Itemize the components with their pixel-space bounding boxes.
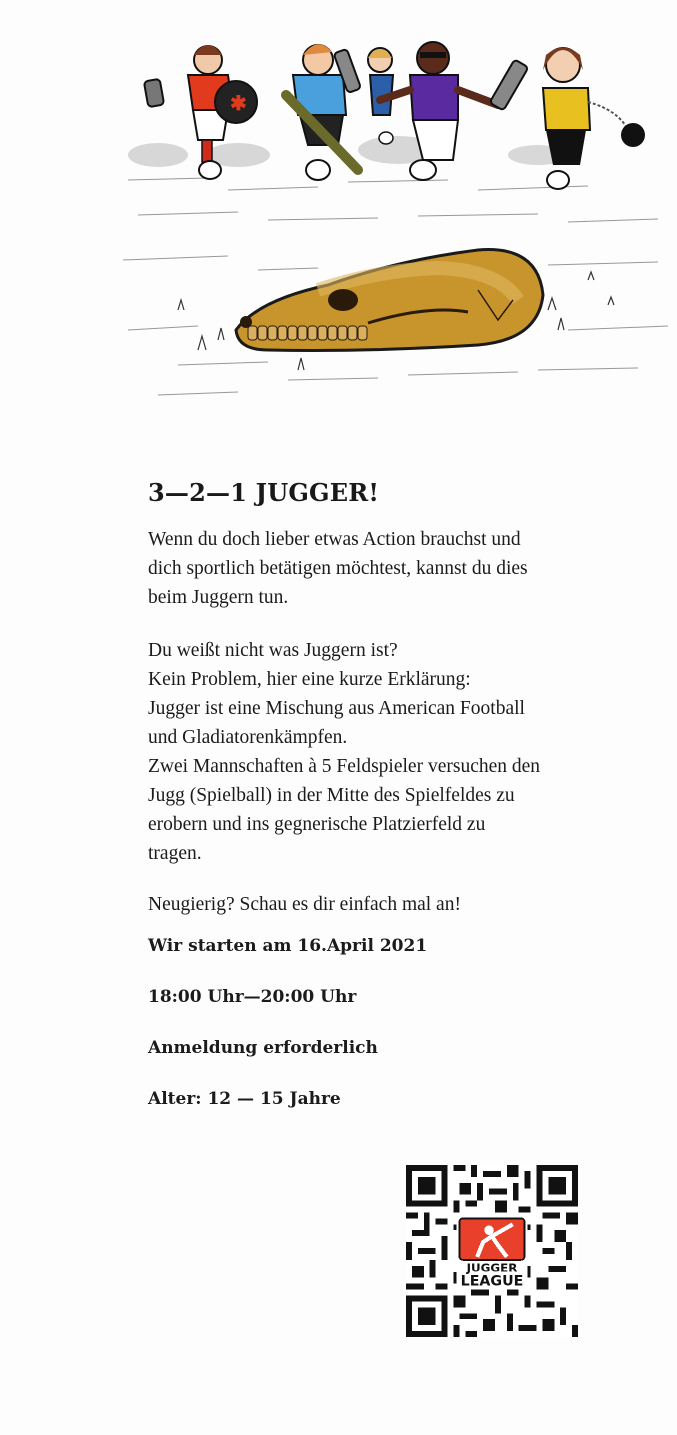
explanation-line: und Gladiatorenkämpfen. xyxy=(148,727,348,748)
explanation-line: Kein Problem, hier eine kurze Erklärung: xyxy=(148,669,471,690)
call-to-action: Neugierig? Schau es dir einfach mal an! xyxy=(148,894,461,915)
intro-line: Wenn du doch lieber etwas Action brauchst und xyxy=(148,529,521,550)
explanation-paragraph xyxy=(148,636,648,868)
explanation-line: Zwei Mannschaften à 5 Feldspieler versuchen den xyxy=(148,756,541,777)
explanation-line: Jugger ist eine Mischung aus American Football xyxy=(148,698,525,719)
intro-line: dich sportlich betätigen möchtest, kannst du dies xyxy=(148,558,528,579)
svg-text:✱: ✱ xyxy=(230,91,247,115)
flyer-title: 3—2—1 JUGGER! xyxy=(148,478,380,507)
explanation-line: erobern und ins gegnerische Platzierfeld zu xyxy=(148,814,486,835)
qr-logo-text-jugger: JUGGER xyxy=(466,1260,518,1275)
explanation-line: Du weißt nicht was Juggern ist? xyxy=(148,640,398,661)
flyer-content xyxy=(148,478,648,1138)
time-range: 18:00 Uhr—20:00 Uhr xyxy=(148,987,357,1007)
intro-paragraph xyxy=(148,525,648,612)
qr-code[interactable] xyxy=(398,1165,586,1337)
jugger-illustration xyxy=(118,30,677,410)
qr-logo-text-league: LEAGUE xyxy=(460,1273,524,1290)
explanation-line: tragen. xyxy=(148,843,202,864)
intro-line: beim Juggern tun. xyxy=(148,587,289,608)
registration-note: Anmeldung erforderlich xyxy=(148,1038,378,1058)
start-date: Wir starten am 16.April 2021 xyxy=(148,936,428,956)
age-range: Alter: 12 — 15 Jahre xyxy=(148,1089,341,1109)
explanation-line: Jugg (Spielball) in der Mitte des Spielfeldes zu xyxy=(148,785,515,806)
